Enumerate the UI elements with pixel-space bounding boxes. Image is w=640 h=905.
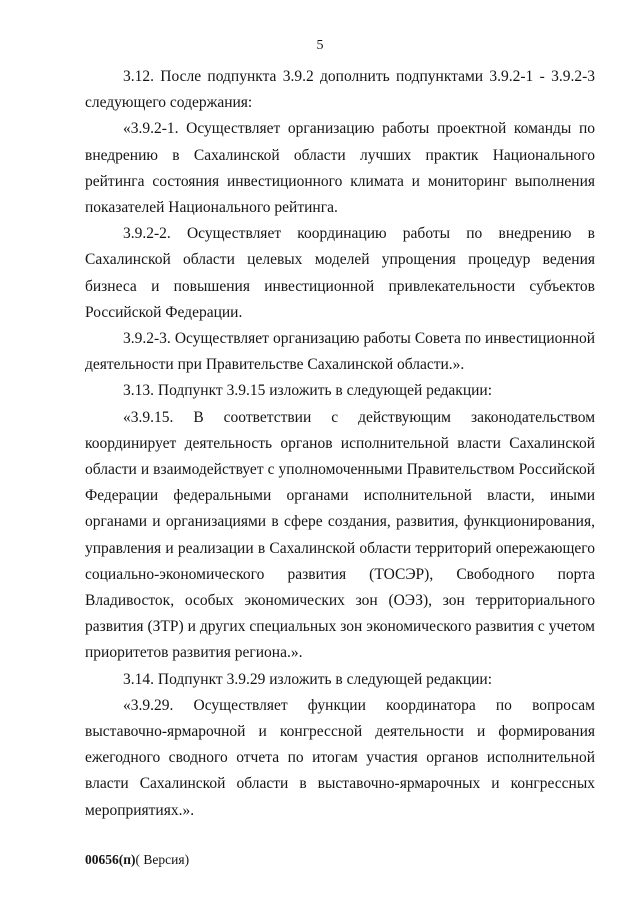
paragraph-3-12: 3.12. После подпункта 3.9.2 дополнить подпунктами 3.9.2-1 - 3.9.2-3 следующего содержания: [85, 68, 595, 112]
page-number: 5 [316, 38, 324, 53]
paragraph-3-9-2-1: «3.9.2-1. Осуществляет организацию работы проектной команды по внедрению в Сахалинской области лучших практик Национального рейтинга состояния инвестиционного климата и мониторинг выполнения показателей Национального рейтинга. [85, 120, 595, 217]
paragraph-3-13: 3.13. Подпункт 3.9.15 изложить в следующей редакции: [123, 382, 493, 400]
document-code: 00656(п) [85, 852, 136, 867]
document-footer [85, 852, 189, 868]
paragraph-3-9-15: «3.9.15. В соответствии с действующим законодательством координирует деятельность органов исполнительной власти Сахалинской области и взаимодействует с уполномоченными Правительством Российской Федерации федеральными органами исполнительной власти, иными органами и организациями в сфере создания, развития, функционирования, управления и реализации в Сахалинской области территорий опережающего социально-экономического развития (ТОСЭР), Свободного порта Владивосток, особых экономических зон (ОЭЗ), зон территориального развития (ЗТР) и других специальных зон экономического развития с учетом приоритетов развития региона.». [85, 408, 595, 662]
paragraph-3-14: 3.14. Подпункт 3.9.29 изложить в следующей редакции: [123, 670, 493, 688]
document-body [85, 64, 595, 824]
paragraph-3-9-2-2: 3.9.2-2. Осуществляет координацию работы по внедрению в Сахалинской области целевых моделей упрощения процедур ведения бизнеса и повышения инвестиционной привлекательности субъектов Российской Федерации. [85, 225, 595, 321]
paragraph-3-9-2-3: 3.9.2-3. Осуществляет организацию работы Совета по инвестиционной деятельности при Правительстве Сахалинской области.». [85, 330, 595, 374]
document-version: ( Версия) [135, 852, 190, 867]
paragraph-3-9-29: «3.9.29. Осуществляет функции координатора по вопросам выставочно-ярмарочной и конгрессной деятельности и формирования ежегодного сводного отчета по итогам участия органов исполнительной власти Сахалинской области в выставочно-ярмарочных и конгрессных мероприятиях.». [85, 696, 595, 819]
